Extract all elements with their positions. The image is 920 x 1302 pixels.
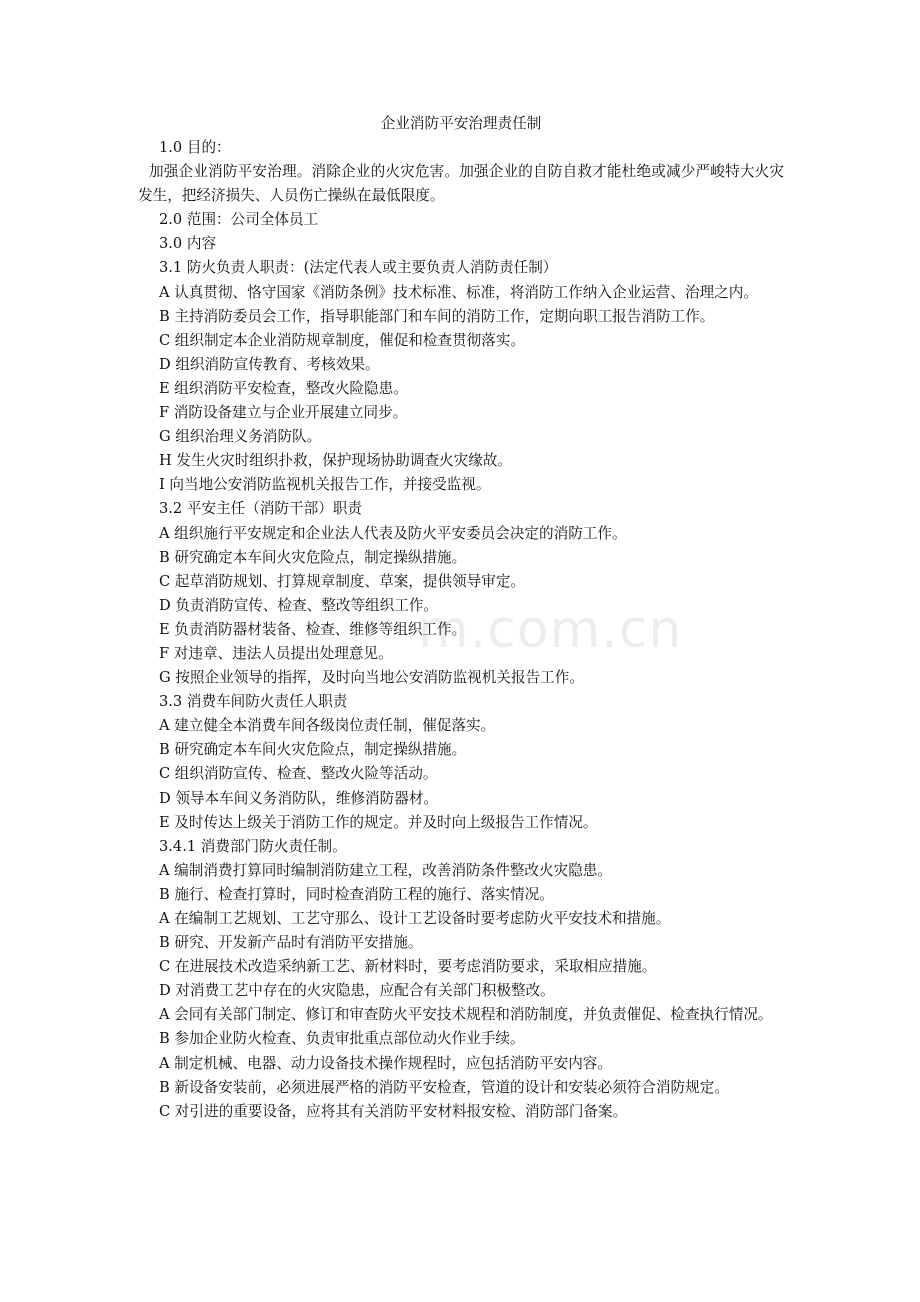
- watermark: m.com.cn: [418, 600, 683, 660]
- list-item: F 对违章、违法人员提出处理意见。: [159, 644, 393, 662]
- document-page: [138, 112, 784, 1124]
- list-item: C 组织制定本企业消防规章制度，催促和检查贯彻落实。: [159, 331, 526, 349]
- list-item: E 及时传达上级关于消防工作的规定。并及时向上级报告工作情况。: [159, 813, 598, 831]
- list-item: A 编制消费打算同时编制消防建立工程，改善消防条件整改火灾隐患。: [159, 861, 612, 879]
- list-item: E 组织消防平安检查，整改火险隐患。: [159, 379, 408, 397]
- list-item: C 对引进的重要设备，应将其有关消防平安材料报安检、消防部门备案。: [159, 1102, 628, 1120]
- list-item: D 领导本车间义务消防队，维修消防器材。: [159, 789, 439, 807]
- list-item: D 组织消防宣传教育、考核效果。: [159, 355, 380, 373]
- list-item: A 建立健全本消费车间各级岗位责任制，催促落实。: [159, 717, 496, 735]
- list-item: D 对消费工艺中存在的火灾隐患，应配合有关部门积极整改。: [159, 982, 555, 1000]
- list-item: C 组织消防宣传、检查、整改火险等活动。: [159, 765, 438, 783]
- list-item: C 起草消防规划、打算规章制度、草案，提供领导审定。: [159, 572, 526, 590]
- list-item: A 组织施行平安规定和企业法人代表及防火平安委员会决定的消防工作。: [159, 524, 627, 542]
- list-item: I 向当地公安消防监视机关报告工作，并接受监视。: [159, 476, 491, 494]
- section-heading: 1.0 目的：: [159, 139, 231, 156]
- list-item: A 在编制工艺规划、工艺守那么、设计工艺设备时要考虑防火平安技术和措施。: [159, 910, 671, 927]
- list-item: H 发生火灾时组织扑救，保护现场协助调查火灾缘故。: [159, 452, 513, 470]
- list-item: B 主持消防委员会工作，指导职能部门和车间的消防工作，定期向职工报告消防工作。: [159, 307, 715, 325]
- list-item: B 研究确定本车间火灾危险点，制定操纵措施。: [159, 548, 467, 566]
- list-item: B 研究、开发新产品时有消防平安措施。: [159, 934, 423, 952]
- list-item: D 负责消防宣传、检查、整改等组织工作。: [159, 596, 439, 614]
- list-item: A 制定机械、电器、动力设备技术操作规程时，应包括消防平安内容。: [159, 1054, 612, 1072]
- section-heading: 3.0 内容: [159, 235, 217, 253]
- list-item: G 组织治理义务消防队。: [159, 428, 322, 446]
- section-heading: 3.3 消费车间防火责任人职责: [159, 693, 348, 711]
- list-item: B 施行、检查打算时，同时检查消防工程的施行、落实情况。: [159, 885, 554, 903]
- list-item: G 按照企业领导的指挥，及时向当地公安消防监视机关报告工作。: [159, 669, 584, 687]
- list-item: F 消防设备建立与企业开展建立同步。: [159, 404, 408, 422]
- list-item: A 会同有关部门制定、修订和审查防火平安技术规程和消防制度，并负责催促、检查执行情况。: [159, 1006, 773, 1024]
- document-title: 企业消防平安治理责任制: [380, 115, 542, 132]
- list-item: B 研究确定本车间火灾危险点，制定操纵措施。: [159, 741, 467, 759]
- section-heading: 2.0 范围：公司全体员工: [159, 211, 319, 229]
- section-heading: 3.4.1 消费部门防火责任制。: [159, 837, 347, 855]
- list-item: B 新设备安装前，必须进展严格的消防平安检查，管道的设计和安装必须符合消防规定。: [159, 1078, 729, 1096]
- paragraph: 加强企业消防平安治理。消除企业的火灾危害。加强企业的自防自救才能杜绝或减少严峻特大火灾发生，把经济损失、人员伤亡操纵在最低限度。: [138, 163, 784, 205]
- list-item: B 参加企业防火检查、负责审批重点部位动火作业手续。: [159, 1030, 525, 1048]
- section-heading: 3.1 防火负责人职责：(法定代表人或主要负责人消防责任制）: [159, 259, 558, 277]
- list-item: E 负责消防器材装备、检查、维修等组织工作。: [159, 620, 467, 638]
- list-item: C 在进展技术改造采纳新工艺、新材料时，要考虑消防要求，采取相应措施。: [159, 958, 657, 976]
- list-item: A 认真贯彻、恪守国家《消防条例》技术标准、标准，将消防工作纳入企业运营、治理之内。: [159, 283, 758, 301]
- section-heading: 3.2 平安主任（消防干部）职责: [159, 500, 362, 518]
